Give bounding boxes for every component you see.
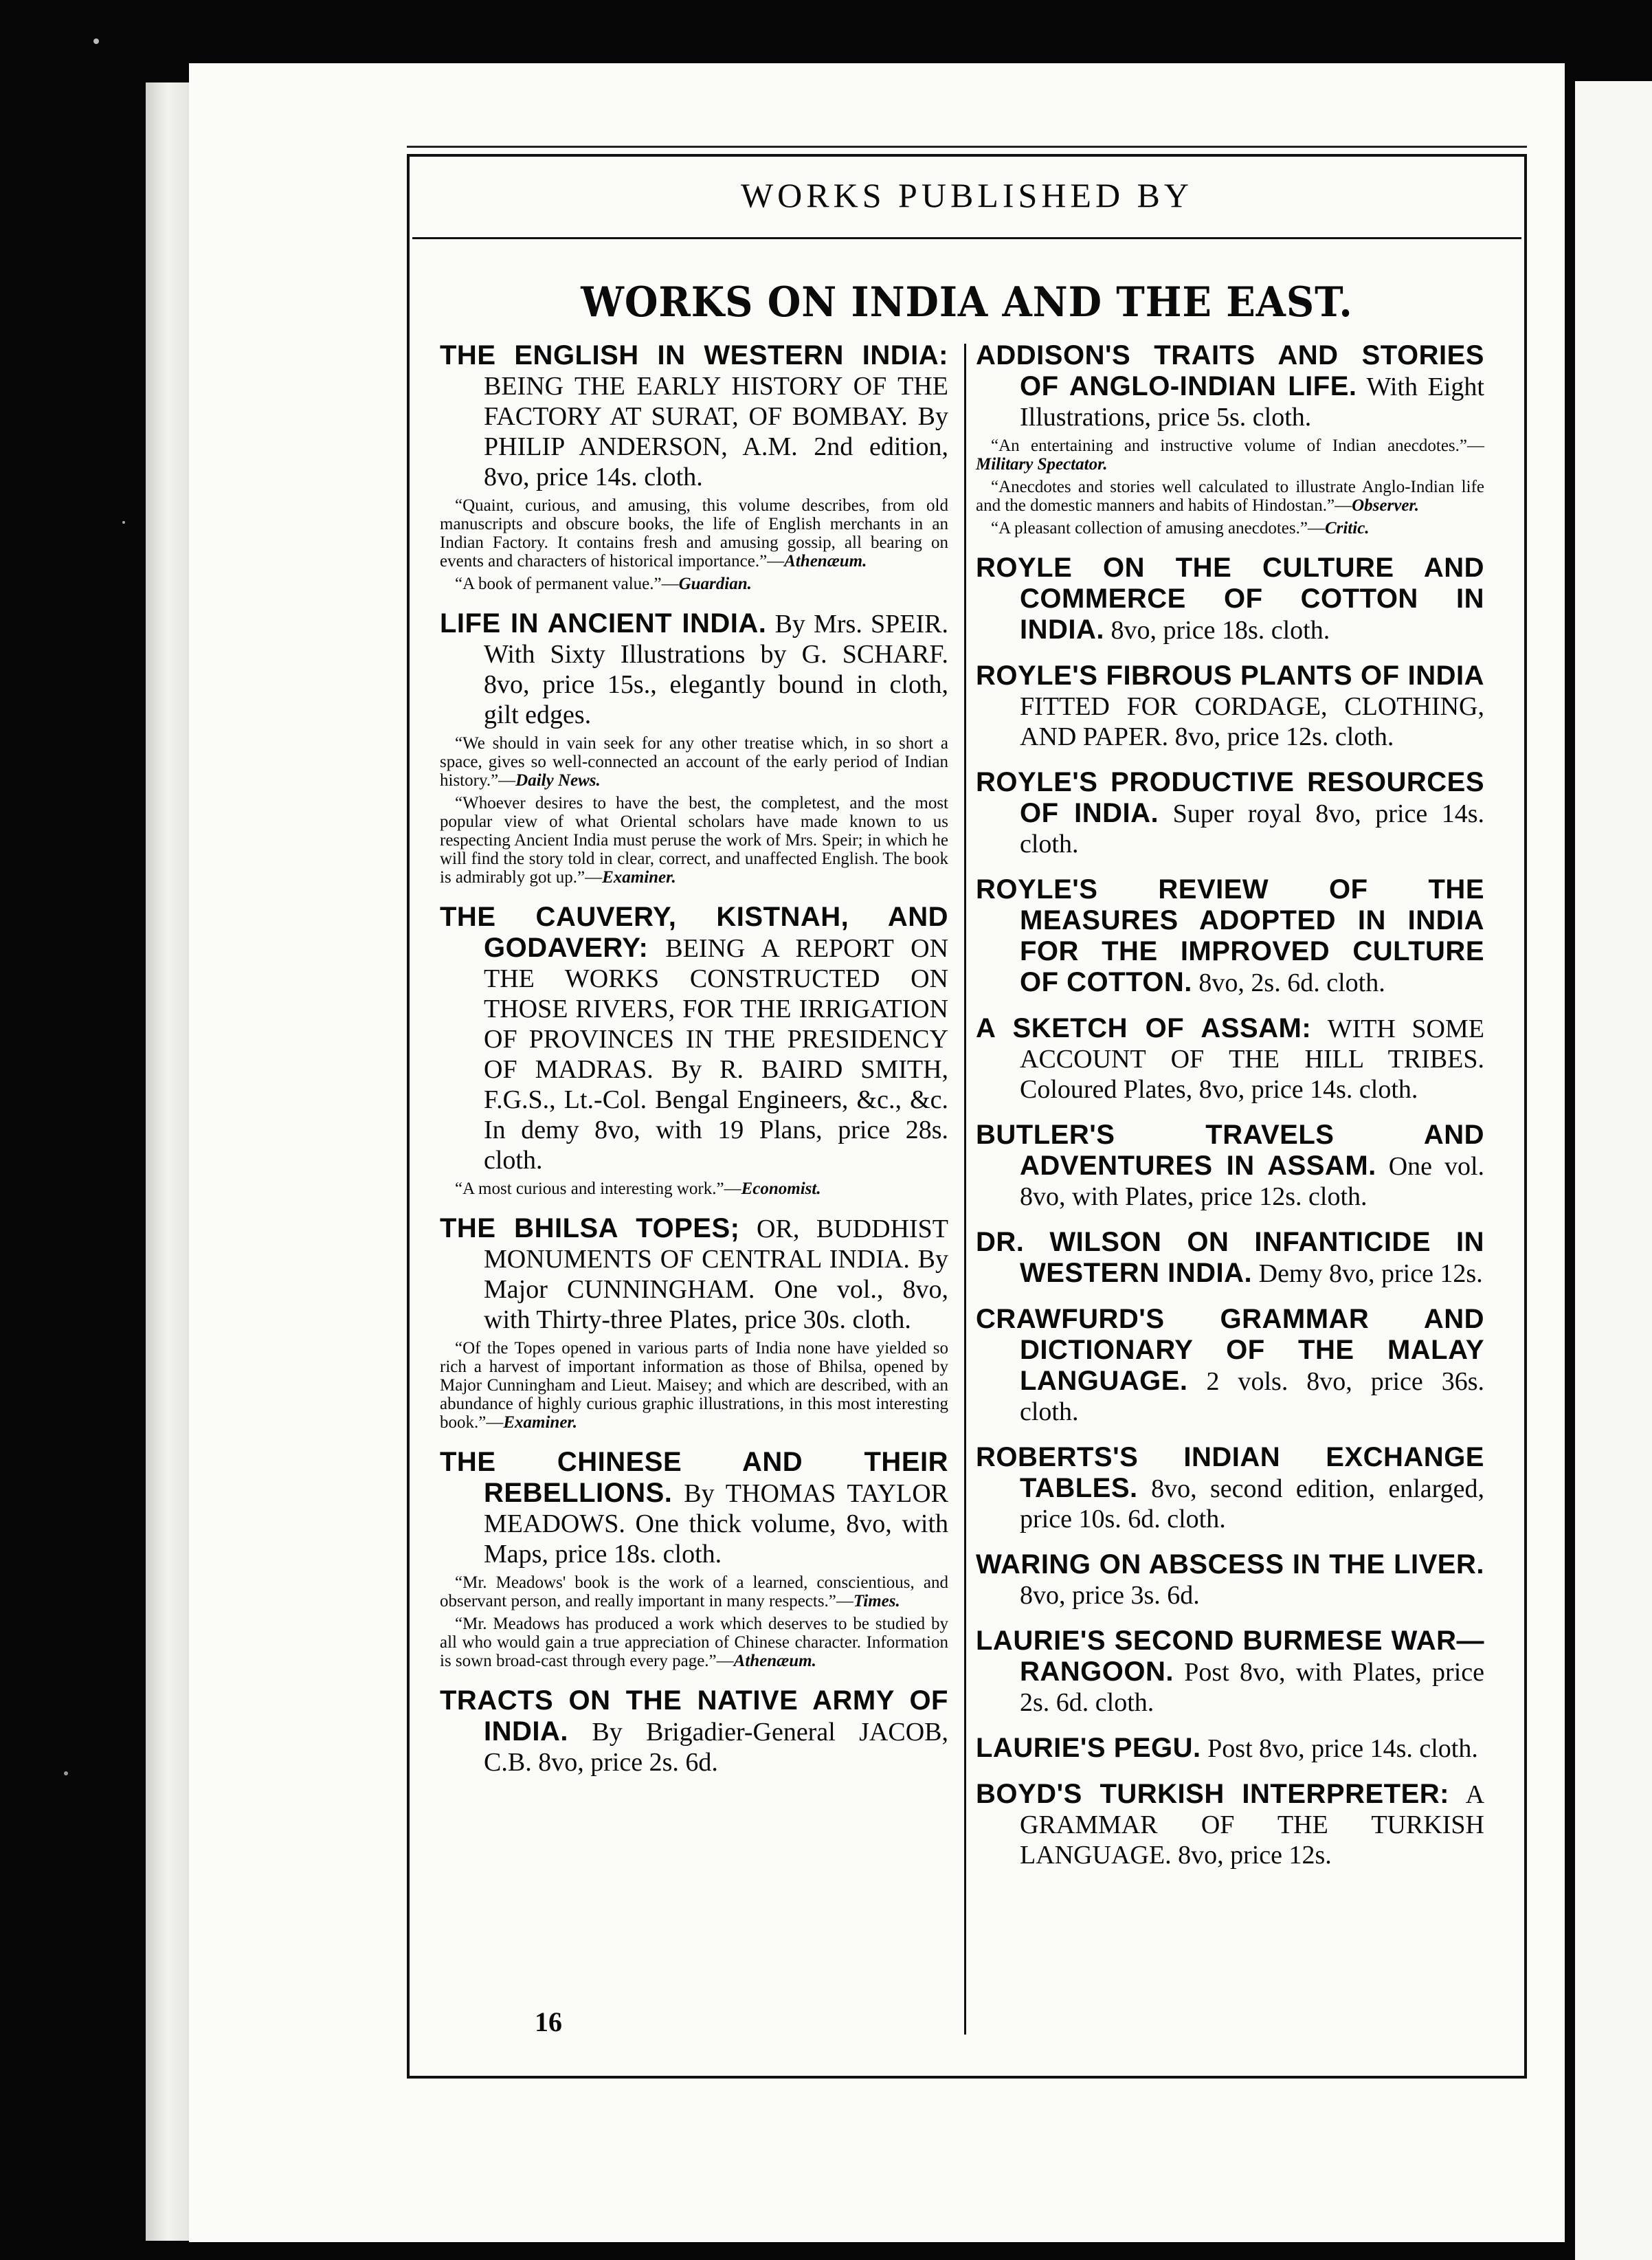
book-entry [976,553,1484,645]
book-entry [976,1549,1484,1610]
header-rule [412,237,1521,239]
entry-details: 8vo, price 12s. [1178,1841,1332,1870]
review-text: “A book of permanent value.”— [455,575,679,593]
review-quote [440,1339,948,1432]
review-text: “A most curious and interesting work.”— [455,1179,741,1198]
review-source: Athenæum. [733,1652,816,1670]
review-text: “Quaint, curious, and amusing, this volume describes, from old manuscripts and obscure books, the life of English merchants in an Indian Factory. It contains fresh and amusing gossip, all bearing on events and characters of historical importance.”— [440,496,948,570]
entry-title: ADDISON'S TRAITS AND STORIES OF ANGLO-INDIAN LIFE. [976,340,1484,401]
entry-title: THE CHINESE AND THEIR REBELLIONS. [440,1447,948,1508]
entry-details: 8vo, 2s. 6d. cloth. [1198,968,1385,997]
entry-subtitle: WITH SOME ACCOUNT OF THE HILL TRIBES. [1020,1015,1484,1074]
review-text: “Mr. Meadows' book is the work of a learned, conscientious, and observant person, and really important in many respects.”— [440,1573,948,1610]
review-source: Critic. [1324,519,1370,538]
entry-details: 8vo, second edition, enlarged, price 10s. 6d. cloth. [1020,1474,1485,1533]
entry-text [440,1447,948,1569]
entry-text [976,1120,1484,1212]
book-entry [440,340,948,593]
entry-details: By Major CUNNINGHAM. One vol., 8vo, with Thirty-three Plates, price 30s. cloth. [484,1245,949,1334]
entry-title: THE ENGLISH IN WESTERN INDIA: [440,340,948,370]
review-source: Examiner. [503,1413,578,1432]
entry-details: By THOMAS TAYLOR MEADOWS. One thick volume, 8vo, with Maps, price 18s. cloth. [484,1479,949,1569]
review-source: Economist. [741,1179,821,1198]
entry-title: CRAWFURD'S GRAMMAR AND DICTIONARY OF THE MALAY LANGUAGE. [976,1304,1484,1396]
right-column [976,340,1484,1885]
top-rule [407,146,1527,148]
entry-details: 8vo, price 12s. cloth. [1174,722,1394,751]
entry-text [976,874,1484,998]
book-entry [440,608,948,887]
entry-text [976,767,1484,859]
review-text: “Whoever desires to have the best, the completest, and the most popular view of what Oriental scholars have made known to us respecting Ancient India must peruse the work of Mrs. Speir; in which he will find the story told in clear, correct, and unaffected English. The book is admirably got up.”— [440,794,948,887]
entry-text [976,553,1484,645]
entry-details: By Brigadier-General JACOB, C.B. 8vo, price 2s. 6d. [484,1718,949,1777]
entry-text [976,1549,1484,1610]
review-source: Athenæum. [784,552,867,570]
review-source: Daily News. [515,771,601,790]
book-entry [976,661,1484,752]
entry-details: 8vo, price 18s. cloth. [1110,616,1330,645]
review-source: Examiner. [602,868,676,887]
book-entry [976,1442,1484,1534]
adjacent-page [1575,81,1652,2260]
entry-title: ROYLE'S PRODUCTIVE RESOURCES OF INDIA. [976,767,1484,828]
review-quote [440,794,948,887]
entry-subtitle: OR, BUDDHIST MONUMENTS OF CENTRAL INDIA. [484,1215,949,1274]
entry-text [976,1227,1484,1289]
review-quote [976,478,1484,515]
entry-title: DR. WILSON ON INFANTICIDE IN WESTERN INDIA. [976,1227,1484,1288]
review-quote [440,1179,948,1198]
review-text: “Anecdotes and stories well calculated to illustrate Anglo-Indian life and the domestic manners and habits of Hindostan.”— [976,478,1484,515]
entry-details: Post 8vo, with Plates, price 2s. 6d. cloth. [1020,1658,1484,1717]
book-entry [440,1685,948,1777]
review-quote [440,496,948,570]
book-entry [976,1733,1484,1764]
section-title: WORKS ON INDIA AND THE EAST. [581,278,1353,326]
review-text: “Of the Topes opened in various parts of India none have yielded so rich a harvest of important information as those of Bhilsa, opened by Major Cunningham and Lieut. Maisey; and which are described, with an abundance of highly curious graphic illustrations, in this most interesting book.”— [440,1339,948,1432]
entry-title: ROYLE ON THE CULTURE AND COMMERCE OF COTTON IN INDIA. [976,553,1484,645]
entry-details: Demy 8vo, price 12s. [1258,1259,1483,1288]
entry-title: LAURIE'S PEGU. [976,1733,1201,1763]
book-entry [440,1213,948,1432]
review-source: Guardian. [678,575,752,593]
entry-text [976,340,1484,432]
review-text: “We should in vain seek for any other treatise which, in so short a space, gives so well-connected an account of the early period of Indian history.”— [440,734,948,790]
entry-text [440,1685,948,1777]
review-quote [976,436,1484,474]
entry-details: 2 vols. 8vo, price 36s. cloth. [1020,1367,1484,1426]
entry-text [976,1779,1484,1870]
entry-details: By R. BAIRD SMITH, F.G.S., Lt.-Col. Bengal Engineers, &c., &c. In demy 8vo, with 19 Plans, price 28s. cloth. [484,1055,949,1175]
entry-title: TRACTS ON THE NATIVE ARMY OF INDIA. [440,1685,948,1747]
entry-subtitle: A GRAMMAR OF THE TURKISH LANGUAGE. [1020,1780,1485,1870]
review-source: Times. [853,1592,900,1610]
review-quote [440,1615,948,1670]
entry-text [976,1304,1484,1427]
publisher-header: WORKS PUBLISHED BY [740,176,1194,214]
entry-details: Super royal 8vo, price 14s. cloth. [1020,799,1484,858]
entry-text [440,340,948,492]
review-quote [440,1573,948,1610]
book-entry [440,1447,948,1670]
entry-details: By PHILIP ANDERSON, A.M. 2nd edition, 8vo, price 14s. cloth. [484,402,948,491]
entry-text [976,1442,1484,1534]
entry-title: ROBERTS'S INDIAN EXCHANGE TABLES. [976,1442,1484,1503]
entry-subtitle: BEING A REPORT ON THE WORKS CONSTRUCTED ON THOSE RIVERS, FOR THE IRRIGATION OF PROVINCES IN THE PRESIDENCY OF MADRAS. [484,934,949,1084]
entry-subtitle: BEING THE EARLY HISTORY OF THE FACTORY AT SURAT, OF BOMBAY. [484,372,948,431]
book-entry [440,902,948,1198]
entry-title: BOYD'S TURKISH INTERPRETER: [976,1779,1449,1809]
review-quote [440,575,948,593]
review-text: “A pleasant collection of amusing anecdotes.”— [991,519,1325,538]
book-entry [976,340,1484,538]
entry-title: BUTLER'S TRAVELS AND ADVENTURES IN ASSAM. [976,1120,1484,1181]
book-entry [976,1304,1484,1427]
review-text: “Mr. Meadows has produced a work which deserves to be studied by all who would gain a true appreciation of Chinese character. Information is sown broad-cast through every page.”— [440,1615,948,1670]
entry-text [976,1626,1484,1718]
review-text: “An entertaining and instructive volume of Indian anecdotes.”— [991,436,1484,455]
entry-text [440,608,948,730]
entry-text [440,902,948,1175]
entry-details: Coloured Plates, 8vo, price 14s. cloth. [1020,1075,1418,1104]
entry-title: WARING ON ABSCESS IN THE LIVER. [976,1549,1484,1580]
review-source: Military Spectator. [976,455,1108,474]
entry-text [976,1013,1484,1105]
entry-title: ROYLE'S FIBROUS PLANTS OF INDIA [976,661,1484,691]
entry-text [440,1213,948,1335]
entry-details: With Eight Illustrations, price 5s. cloth. [1020,373,1484,432]
book-entry [976,767,1484,859]
book-entry [976,1779,1484,1870]
entry-title: A SKETCH OF ASSAM: [976,1013,1312,1043]
page-number: 16 [535,2006,562,2037]
review-quote [976,519,1484,538]
column-divider [964,344,966,2035]
entry-title: THE BHILSA TOPES; [440,1213,740,1243]
entry-subtitle: FITTED FOR CORDAGE, CLOTHING, AND PAPER. [1020,692,1484,751]
entry-details: One vol. 8vo, with Plates, price 12s. cloth. [1020,1152,1484,1211]
entry-details: 8vo, price 3s. 6d. [1020,1581,1200,1610]
entry-details: Post 8vo, price 14s. cloth. [1207,1734,1478,1763]
entry-title: ROYLE'S REVIEW OF THE MEASURES ADOPTED IN INDIA FOR THE IMPROVED CULTURE OF COTTON. [976,874,1484,997]
entry-text [976,1733,1484,1764]
book-entry [976,1120,1484,1212]
book-entry [976,1227,1484,1289]
book-entry [976,1626,1484,1718]
review-quote [440,734,948,790]
review-source: Observer. [1352,496,1420,515]
entry-text [976,661,1484,752]
left-column [440,340,948,1793]
entry-title: LIFE IN ANCIENT INDIA. [440,608,767,639]
entry-title: THE CAUVERY, KISTNAH, AND GODAVERY: [440,902,948,963]
entry-title: LAURIE'S SECOND BURMESE WAR—RANGOON. [976,1626,1484,1687]
book-entry [976,874,1484,998]
entry-details: By Mrs. SPEIR. With Sixty Illustrations by G. SCHARF. 8vo, price 15s., elegantly bound in cloth, gilt edges. [484,610,948,729]
book-entry [976,1013,1484,1105]
